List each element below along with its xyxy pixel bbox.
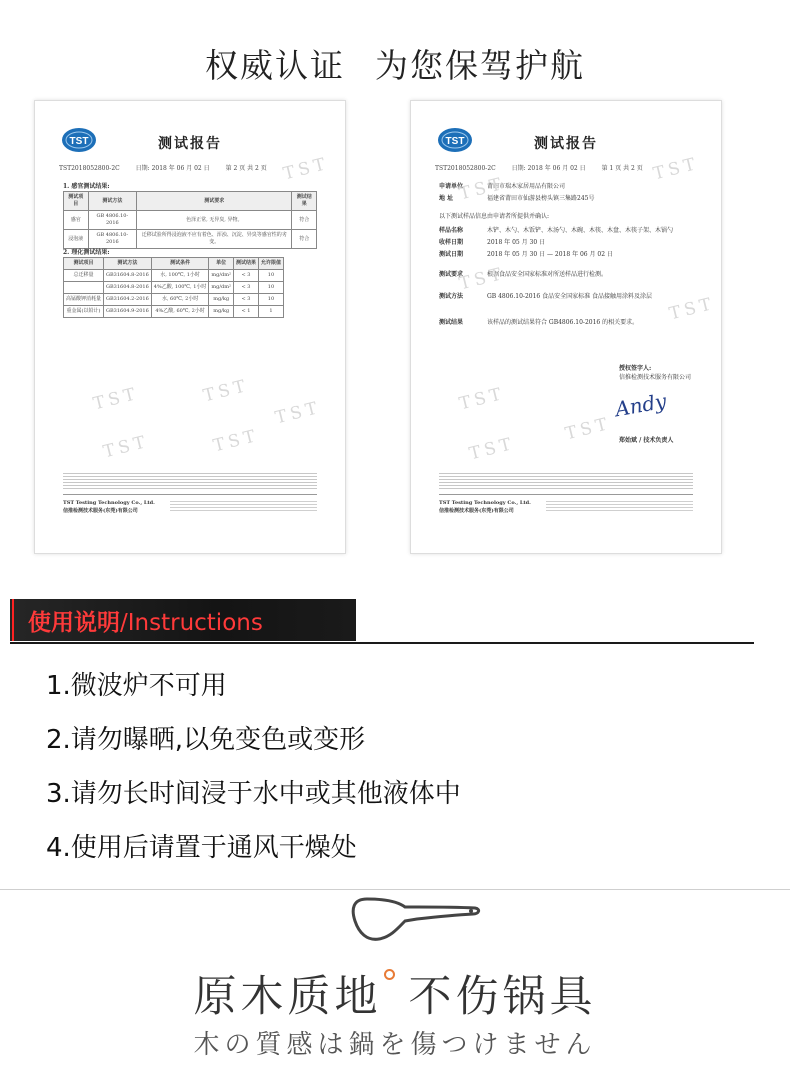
physchem-table: [63, 257, 284, 318]
table-header-cell: 单位: [209, 258, 234, 270]
table-cell: 10: [258, 294, 283, 306]
watermark: TST: [281, 153, 332, 185]
sample-label: 样品名称: [439, 227, 464, 234]
section-divider: [0, 889, 790, 890]
table-row: [64, 306, 284, 318]
logo-text: TST: [69, 136, 89, 147]
table-cell: GB31604.9-2016: [104, 306, 152, 318]
table-cell: 水, 100℃, 1小时: [151, 270, 209, 282]
section-physchem-heading: 2. 理化测试结果:: [63, 249, 110, 256]
table-cell: < 3: [233, 270, 258, 282]
section-sensory-heading: 1. 感官测试结果:: [63, 183, 110, 190]
report-page: 第 1 页 共 2 页: [601, 165, 643, 172]
table-row: [64, 294, 284, 306]
table-cell: mg/dm²: [209, 282, 234, 294]
wood-title-part1: 原木质地: [193, 972, 382, 1022]
report-date: 日期: 2018 年 06 月 02 日: [135, 165, 210, 172]
applicant-label: 申请单位: [439, 183, 464, 190]
spatula-icon: [345, 893, 485, 945]
authorized-company: 信推检测技术服务有限公司: [619, 374, 692, 381]
banner-underline: [10, 642, 754, 644]
result-value: 该样品的测试结果符合 GB4806.10-2016 的相关要求。: [487, 319, 639, 326]
requirement-value: 根据食品安全国家标准对所送样品进行检测。: [487, 271, 608, 278]
sample-value: 木铲、木勺、木饭铲、木汤勺、木碗、木筷、木盘、木筷子架、木锅勺: [487, 227, 674, 234]
report-title: 测试报告: [534, 136, 598, 152]
instructions-heading-cn: 使用说明: [28, 610, 120, 636]
table-row: [64, 282, 284, 294]
table-row: [64, 270, 284, 282]
footer-company-cn: 信推检测技术服务(东莞)有限公司: [439, 508, 514, 514]
sample-row: [439, 225, 693, 234]
table-cell: 迁移试验所得浸泡液不应有着色、浑浊、沉淀、异臭等感官性的劣变。: [137, 230, 292, 249]
fine-print: [439, 471, 693, 491]
table-header-cell: 测试项目: [64, 258, 104, 270]
list-item: 3.请勿长时间浸于水中或其他液体中: [46, 779, 461, 809]
table-cell: GB31604.8-2016: [104, 282, 152, 294]
report-number: TST2018052800-2C: [59, 165, 120, 172]
applicant-value: 莆田市瑞木家居用品有限公司: [487, 183, 566, 190]
table-cell: 总迁移量: [64, 270, 104, 282]
test-report-page-2: [34, 100, 346, 554]
watermark: TST: [667, 293, 718, 325]
watermark: TST: [457, 173, 508, 205]
table-header-cell: 测试方法: [104, 258, 152, 270]
report-number: TST2018052800-2C: [435, 165, 496, 172]
table-header-cell: 测试条件: [151, 258, 209, 270]
section-title-part2: 为您保驾护航: [375, 46, 585, 85]
footer-company: TST Testing Technology Co., Ltd.: [63, 500, 155, 506]
table-cell: 符合: [292, 230, 317, 249]
footer-address-lines: [546, 499, 693, 513]
table-row: [64, 211, 317, 230]
table-header-cell: 测试项目: [64, 192, 89, 211]
result-label: 测试结果: [439, 319, 464, 326]
table-cell: 重金属(以铅计): [64, 306, 104, 318]
list-item: 1.微波炉不可用: [46, 671, 227, 701]
intro-note: 以下测试样品信息由申请者所提供并确认:: [439, 213, 550, 220]
table-header-cell: 测试结果: [233, 258, 258, 270]
receive-row: [439, 237, 693, 246]
table-cell: [64, 282, 104, 294]
report-footer: [63, 494, 317, 515]
table-header-cell: 允许限值: [258, 258, 283, 270]
table-cell: GB 4806.10-2016: [88, 211, 137, 230]
signature: Andy: [613, 388, 669, 422]
footer-company-cn: 信推检测技术服务(东莞)有限公司: [63, 508, 138, 514]
receive-value: 2018 年 05 月 30 日: [487, 239, 546, 246]
instructions-heading-en: /Instructions: [120, 610, 263, 636]
table-header-cell: 测试方法: [88, 192, 137, 211]
table-cell: 色泽正常, 无异臭, 异物。: [137, 211, 292, 230]
watermark: TST: [563, 413, 614, 445]
instructions-heading: [28, 604, 263, 637]
table-cell: GB 4806.10-2016: [88, 230, 137, 249]
table-cell: mg/dm²: [209, 270, 234, 282]
watermark: TST: [201, 375, 252, 407]
receive-label: 收样日期: [439, 239, 464, 246]
sensory-table: [63, 191, 317, 249]
wood-texture-subtitle: 木の質感は鍋を傷つけません: [193, 1030, 597, 1060]
report-date: 日期: 2018 年 06 月 02 日: [511, 165, 586, 172]
testdate-row: [439, 249, 693, 258]
watermark: TST: [457, 383, 508, 415]
report-footer: [439, 494, 693, 515]
watermark: TST: [101, 431, 152, 463]
report-title: 测试报告: [158, 136, 222, 152]
fine-print: [63, 471, 317, 491]
table-cell: GB31604.2-2016: [104, 294, 152, 306]
watermark: TST: [457, 263, 508, 295]
address-label: 地 址: [439, 195, 454, 202]
table-cell: 4%乙酸, 60℃, 2小时: [151, 306, 209, 318]
report-page: 第 2 页 共 2 页: [225, 165, 267, 172]
table-cell: 感官: [64, 211, 89, 230]
watermark: TST: [91, 383, 142, 415]
table-cell: 水, 60℃, 2小时: [151, 294, 209, 306]
testdate-value: 2018 年 05 月 30 日 — 2018 年 06 月 02 日: [487, 251, 613, 258]
table-header-cell: 测试结果: [292, 192, 317, 211]
table-cell: GB31604.8-2016: [104, 270, 152, 282]
section-title: [0, 40, 790, 87]
method-label: 测试方法: [439, 293, 464, 300]
table-cell: < 3: [233, 294, 258, 306]
testdate-label: 测试日期: [439, 251, 464, 258]
instructions-list: [46, 664, 461, 880]
authorized-label: 授权签字人:: [619, 365, 652, 372]
table-cell: mg/kg: [209, 294, 234, 306]
method-row: [439, 291, 693, 300]
table-header-cell: 测试要求: [137, 192, 292, 211]
method-value: GB 4806.10-2016 食品安全国家标准 食品接触用涂料及涂层: [487, 293, 653, 300]
circle-dot-icon: [384, 969, 395, 980]
watermark: TST: [467, 433, 518, 465]
watermark: TST: [211, 425, 262, 457]
table-cell: 4%乙酸, 100℃, 1小时: [151, 282, 209, 294]
table-cell: < 1: [233, 306, 258, 318]
wood-title-part2: 不伤锅具: [408, 972, 597, 1022]
table-header-row: [64, 258, 284, 270]
test-report-page-1: [410, 100, 722, 554]
table-cell: < 3: [233, 282, 258, 294]
list-item: 2.请勿曝晒,以免变色或变形: [46, 725, 366, 755]
watermark: TST: [651, 153, 702, 185]
table-cell: 1: [258, 306, 283, 318]
logo-text: TST: [445, 136, 465, 147]
watermark: TST: [273, 397, 324, 429]
table-cell: mg/kg: [209, 306, 234, 318]
table-cell: 10: [258, 270, 283, 282]
footer-address-lines: [170, 499, 317, 513]
list-item: 4.使用后请置于通风干燥处: [46, 833, 357, 863]
authorized-signatory: [619, 363, 691, 381]
requirement-label: 测试要求: [439, 271, 464, 278]
table-row: [64, 230, 317, 249]
signer-title: 郑始斌 / 技术负责人: [619, 437, 674, 444]
table-cell: 10: [258, 282, 283, 294]
table-cell: 高锰酸钾消耗量: [64, 294, 104, 306]
address-value: 福建省莆田市仙游县榜头镇三集路245号: [487, 195, 595, 202]
table-cell: 符合: [292, 211, 317, 230]
banner-accent: [12, 599, 14, 641]
wood-texture-title: [0, 963, 790, 1024]
table-cell: 浸泡液: [64, 230, 89, 249]
table-header-row: [64, 192, 317, 211]
footer-company: TST Testing Technology Co., Ltd.: [439, 500, 531, 506]
section-title-part1: 权威认证: [205, 46, 345, 85]
result-row: [439, 317, 693, 326]
